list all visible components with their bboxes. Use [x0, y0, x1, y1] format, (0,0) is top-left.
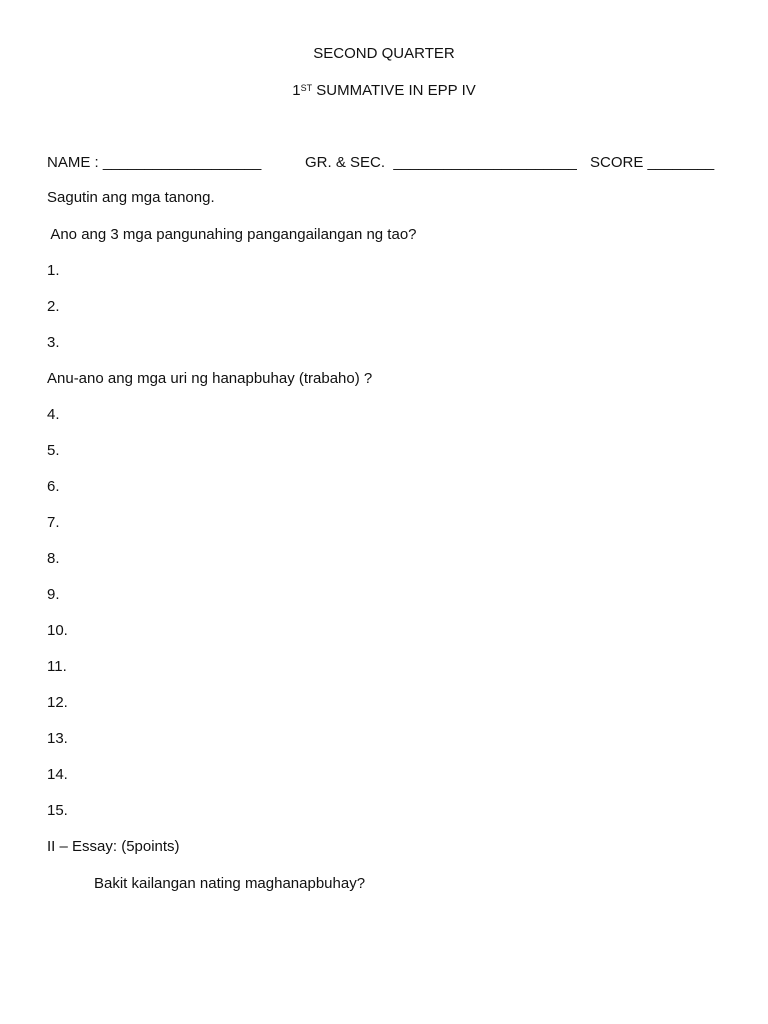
answer-item-9: 9. — [47, 586, 60, 603]
subtitle-text: SUMMATIVE IN EPP IV — [312, 82, 476, 99]
worksheet-subtitle — [0, 82, 768, 100]
instructions: Sagutin ang mga tanong. — [47, 189, 215, 206]
answer-item-7: 7. — [47, 514, 60, 531]
name-field-label: NAME : ___________________ — [47, 154, 262, 171]
grade-section-field-label: GR. & SEC. ______________________ — [305, 154, 577, 171]
subtitle-ordinal: ST — [300, 83, 313, 93]
subtitle-number: 1 — [292, 82, 301, 99]
essay-heading: II – Essay: (5points) — [47, 838, 180, 855]
answer-item-11: 11. — [47, 658, 67, 675]
essay-question: Bakit kailangan nating maghanapbuhay? — [94, 875, 366, 892]
answer-item-6: 6. — [47, 478, 60, 495]
answer-item-14: 14. — [47, 766, 68, 783]
answer-item-8: 8. — [47, 550, 60, 567]
answer-item-10: 10. — [47, 622, 68, 639]
answer-item-3: 3. — [47, 334, 60, 351]
question-livelihood-types: Anu-ano ang mga uri ng hanapbuhay (trabaho) ? — [47, 370, 373, 387]
answer-item-1: 1. — [47, 262, 60, 279]
question-basic-needs: Ano ang 3 mga pangunahing pangangailangan ng tao? — [47, 226, 417, 243]
score-field-label: SCORE ________ — [590, 154, 715, 171]
worksheet-title: SECOND QUARTER — [313, 45, 455, 62]
answer-item-15: 15. — [47, 802, 68, 819]
answer-item-12: 12. — [47, 694, 68, 711]
answer-item-4: 4. — [47, 406, 60, 423]
answer-item-13: 13. — [47, 730, 68, 747]
answer-item-2: 2. — [47, 298, 60, 315]
answer-item-5: 5. — [47, 442, 60, 459]
